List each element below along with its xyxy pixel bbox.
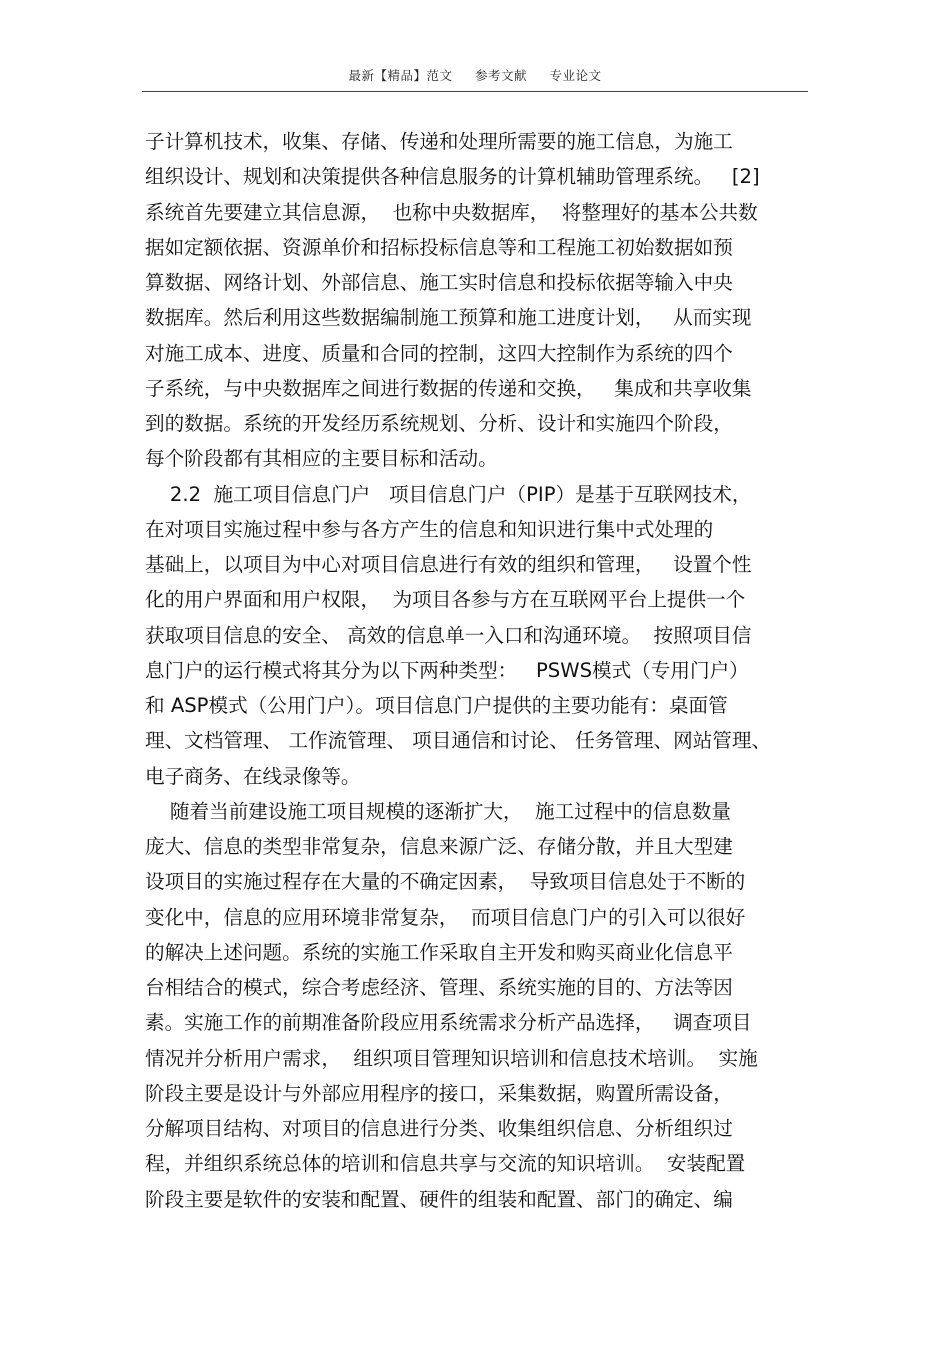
text-line: 子计算机技术，收集、存储、传递和处理所需要的施工信息，为施工 <box>145 130 733 153</box>
text-line: 到的数据。系统的开发经历系统规划、分析、设计和实施四个阶段， <box>145 412 733 435</box>
text-line: 数据库。然后利用这些数据编制施工预算和施工进度计划， 从而实现 <box>145 306 752 330</box>
text-line: 子系统，与中央数据库之间进行数据的传递和交换， 集成和共享收集 <box>145 376 752 400</box>
text-line: 化的用户界面和用户权限， 为项目各参与方在互联网平台上提供一个 <box>145 588 746 612</box>
text-line: 基础上，以项目为中心对项目信息进行有效的组织和管理， 设置个性 <box>145 553 752 576</box>
text-line: 设项目的实施过程存在大量的不确定因素， 导致项目信息处于不断的 <box>145 870 746 894</box>
text-line: 台相结合的模式，综合考虑经济、管理、系统实施的目的、方法等因 <box>145 976 733 999</box>
document-body <box>145 124 815 1217</box>
text-line: 的解决上述问题。系统的实施工作采取自主开发和购买商业化信息平 <box>145 940 733 964</box>
header-divider <box>142 91 808 92</box>
text-line: 程，并组织系统总体的培训和信息共享与交流的知识培训。 安装配置 <box>145 1152 746 1176</box>
text-line: 随着当前建设施工项目规模的逐渐扩大， 施工过程中的信息数量 <box>145 799 731 823</box>
text-line: 对施工成本、进度、质量和合同的控制，这四大控制作为系统的四个 <box>145 341 733 365</box>
header-label-latest: 最新【精品】范文 <box>348 68 453 83</box>
text-line: 据如定额依据、资源单价和招标投标信息等和工程施工初始数据如预 <box>145 235 733 259</box>
text-line: 2.2 施工项目信息门户 项目信息门户（PIP）是基于互联网技术， <box>145 482 752 506</box>
text-line: 息门户的运行模式将其分为以下两种类型： PSWS模式（专用门户） <box>145 658 749 682</box>
text-line: 素。实施工作的前期准备阶段应用系统需求分析产品选择， 调查项目 <box>145 1011 752 1035</box>
text-line: 在对项目实施过程中参与各方产生的信息和知识进行集中式处理的 <box>145 517 714 541</box>
text-line: 组织设计、规划和决策提供各种信息服务的计算机辅助管理系统。 [2] <box>145 165 760 189</box>
text-line: 获取项目信息的安全、 高效的信息单一入口和沟通环境。 按照项目信 <box>145 623 752 647</box>
text-line: 分解项目结构、对项目的信息进行分类、收集组织信息、分析组织过 <box>145 1117 733 1140</box>
header-label-references: 参考文献 <box>474 68 527 83</box>
text-line: 情况并分析用户需求， 组织项目管理知识培训和信息技术培训。 实施 <box>145 1046 758 1070</box>
text-line: 每个阶段都有其相应的主要目标和活动。 <box>145 447 498 471</box>
text-line: 和 ASP模式（公用门户）。项目信息门户提供的主要功能有：桌面管 <box>145 694 728 717</box>
text-line: 阶段主要是软件的安装和配置、硬件的组装和配置、部门的确定、编 <box>145 1187 733 1211</box>
text-line: 算数据、网络计划、外部信息、施工实时信息和投标依据等输入中央 <box>145 271 733 294</box>
page-header <box>0 66 950 84</box>
text-line: 理、文档管理、 工作流管理、 项目通信和讨论、 任务管理、网站管理、 <box>145 729 772 753</box>
text-line: 电子商务、在线录像等。 <box>145 764 361 788</box>
text-line: 变化中，信息的应用环境非常复杂， 而项目信息门户的引入可以很好 <box>145 905 746 929</box>
header-label-papers: 专业论文 <box>549 68 602 83</box>
text-line: 阶段主要是设计与外部应用程序的接口，采集数据，购置所需设备， <box>145 1081 733 1105</box>
text-line: 庞大、信息的类型非常复杂，信息来源广泛、存储分散，并且大型建 <box>145 835 733 858</box>
text-line: 系统首先要建立其信息源， 也称中央数据库， 将整理好的基本公共数 <box>145 200 758 224</box>
